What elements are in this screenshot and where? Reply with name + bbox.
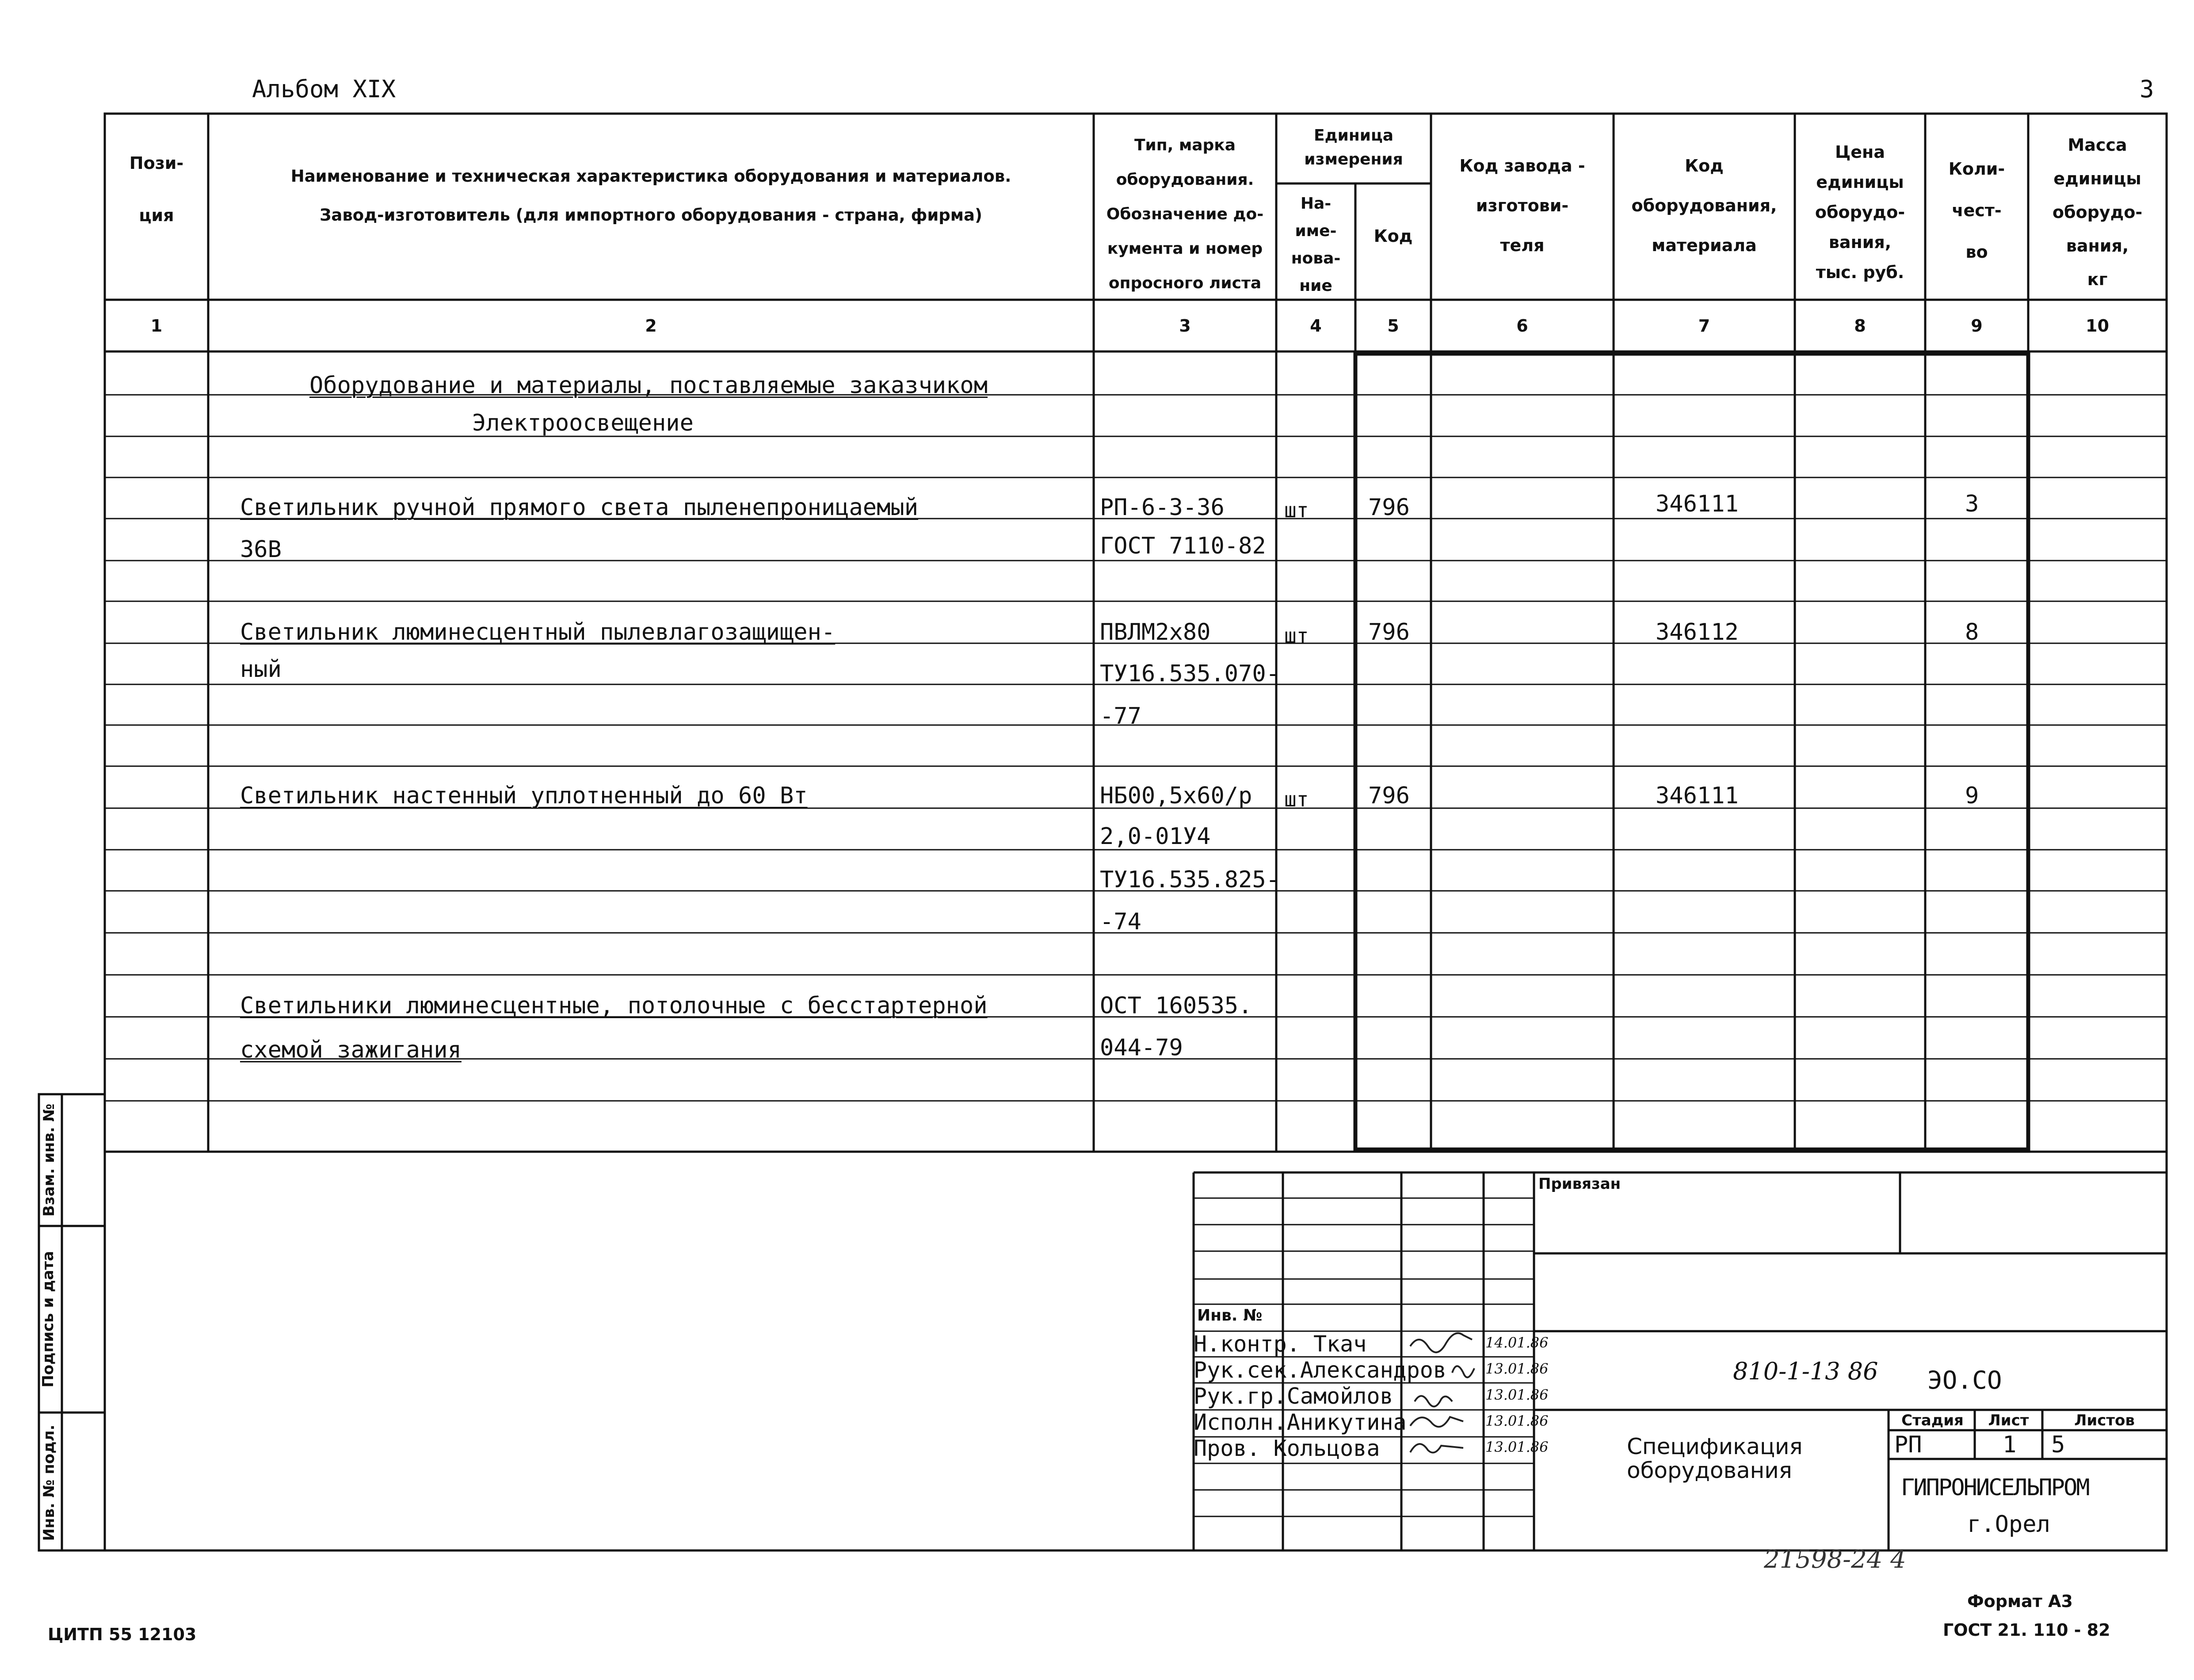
- item-type-line: ПВЛМ2х80: [1100, 619, 1211, 645]
- header-unit-code: Код: [1374, 226, 1413, 246]
- item-name-line: Светильники люминесцентные, потолочные с бесстартерной: [240, 993, 988, 1019]
- document-title: [1627, 1435, 1803, 1482]
- header-unit-line: измерения: [1304, 150, 1403, 168]
- signature-date: 13.01.86: [1485, 1413, 1549, 1429]
- item-unit: шт: [1284, 624, 1309, 648]
- item-qty: 3: [1965, 491, 1979, 517]
- sheets-label: Листов: [2074, 1412, 2135, 1429]
- item-type-line: 044-79: [1100, 1035, 1183, 1061]
- header-type-line: оборудования.: [1116, 171, 1254, 189]
- column-number: 3: [1179, 316, 1191, 336]
- item-name-line: ный: [240, 656, 282, 683]
- signature-person: Аникутина: [1286, 1409, 1407, 1435]
- organization-city: г.Орел: [1967, 1511, 2050, 1538]
- format-label: Формат А3: [1967, 1592, 2073, 1611]
- header-type-line: кумента и номер: [1107, 240, 1263, 258]
- column-number: 9: [1971, 316, 1983, 336]
- item-type-line: -77: [1100, 703, 1141, 729]
- document-title-line: Спецификация: [1627, 1434, 1803, 1459]
- print-code: ЦИТП 55 12103: [48, 1625, 197, 1644]
- document-mark: ЭО.СО: [1927, 1366, 2002, 1395]
- inv-no-label: Инв. №: [1197, 1306, 1263, 1325]
- header-unit-name-line: нова-: [1291, 249, 1341, 267]
- item-name-line: схемой зажигания: [240, 1037, 462, 1063]
- signature-role: Исполн.: [1194, 1409, 1287, 1435]
- signature-person: Александров: [1300, 1357, 1446, 1383]
- column-number: 2: [645, 316, 657, 336]
- header-name-line: Наименование и техническая характеристика оборудования и материалов.: [290, 167, 1011, 186]
- signature-role: Пров.: [1194, 1436, 1260, 1461]
- gost-label: ГОСТ 21. 110 - 82: [1943, 1620, 2110, 1640]
- signature-role: Н.контр.: [1194, 1331, 1300, 1357]
- header-unit-name-line: На-: [1300, 195, 1332, 213]
- signature-person: Самойлов: [1286, 1383, 1393, 1409]
- item-name-line: Светильник люминесцентный пылевлагозащищен-: [240, 619, 836, 645]
- header-qty-line: чест-: [1952, 201, 2002, 220]
- side-label-signature-date: Подпись и дата: [39, 1251, 57, 1388]
- signature-person: Ткач: [1313, 1331, 1367, 1357]
- signature-person: Кольцова: [1273, 1436, 1380, 1461]
- header-factory-code-line: Код завода -: [1459, 156, 1585, 176]
- header-type-line: Тип, марка: [1134, 136, 1236, 154]
- item-unit-code: 796: [1368, 783, 1410, 809]
- item-unit: шт: [1284, 498, 1309, 522]
- signature-role: Рук.гр.: [1194, 1383, 1287, 1409]
- header-equip-code-line: материала: [1652, 236, 1757, 255]
- signature-date: 14.01.86: [1485, 1334, 1549, 1351]
- signature-date: 13.01.86: [1485, 1439, 1549, 1455]
- stage-value: РП: [1894, 1432, 1922, 1458]
- item-unit: шт: [1284, 787, 1309, 811]
- header-mass-line: кг: [2087, 270, 2108, 289]
- column-number: 6: [1516, 316, 1528, 336]
- stage-label: Стадия: [1901, 1412, 1964, 1429]
- column-number: 1: [150, 316, 163, 336]
- header-type-line: Обозначение до-: [1106, 205, 1264, 223]
- item-type-line: ОСТ 160535.: [1100, 993, 1252, 1019]
- item-type-line: ТУ16.535.070-: [1100, 661, 1280, 687]
- item-type-line: ГОСТ 7110-82: [1100, 533, 1266, 559]
- item-type-line: -74: [1100, 909, 1141, 935]
- item-type-line: ТУ16.535.825-: [1100, 867, 1280, 893]
- header-name-line: Завод-изготовитель (для импортного оборудования - страна, фирма): [320, 206, 982, 225]
- header-equip-code-line: Код: [1685, 156, 1724, 176]
- item-name-line: Светильник настенный уплотненный до 60 Вт: [240, 783, 808, 809]
- item-type-line: 2,0-01У4: [1100, 823, 1211, 850]
- section-title: Оборудование и материалы, поставляемые заказчиком: [309, 372, 988, 399]
- item-name-line: Светильник ручной прямого света пыленепроницаемый: [240, 494, 919, 521]
- column-number: 5: [1387, 316, 1399, 336]
- section-subtitle: Электроосвещение: [472, 410, 694, 436]
- item-name-line: 36В: [240, 536, 282, 563]
- header-mass-line: вания,: [2066, 236, 2129, 256]
- organization-name: ГИПРОНИСЕЛЬПРОМ: [1901, 1474, 2089, 1501]
- column-number: 4: [1310, 316, 1322, 336]
- header-factory-code-line: изготови-: [1476, 196, 1569, 215]
- header-qty-line: Коли-: [1948, 159, 2005, 179]
- sheets-value: 5: [2051, 1432, 2065, 1458]
- archive-number: 21598-24 4: [1764, 1545, 1906, 1574]
- header-mass-line: Масса: [2068, 135, 2127, 155]
- column-number: 8: [1854, 316, 1866, 336]
- column-number: 7: [1698, 316, 1710, 336]
- item-qty: 8: [1965, 619, 1979, 645]
- item-equip-code: 346112: [1656, 619, 1739, 645]
- side-label-replaced-inv: Взам. инв. №: [40, 1103, 58, 1217]
- item-equip-code: 346111: [1656, 783, 1739, 809]
- header-type-line: опросного листа: [1108, 274, 1262, 292]
- signature-date: 13.01.86: [1485, 1360, 1549, 1377]
- document-code: 810-1-13 86: [1733, 1357, 1878, 1385]
- document-title-line: оборудования: [1627, 1458, 1792, 1483]
- header-price-line: вания,: [1828, 233, 1892, 252]
- side-label-original-inv: Инв. № подл.: [40, 1424, 58, 1541]
- header-unit-line: Единица: [1314, 126, 1393, 145]
- header-mass-line: единицы: [2053, 169, 2141, 188]
- sheet-value: 1: [2003, 1432, 2017, 1458]
- header-mass-line: оборудо-: [2052, 202, 2143, 222]
- header-unit-name-line: име-: [1295, 222, 1337, 240]
- item-unit-code: 796: [1368, 619, 1410, 645]
- item-unit-code: 796: [1368, 494, 1410, 521]
- item-equip-code: 346111: [1656, 491, 1739, 517]
- privyazan-label: Привязан: [1538, 1175, 1621, 1193]
- item-type-line: РП-6-3-36: [1100, 494, 1225, 521]
- header-qty-line: во: [1965, 242, 1988, 262]
- header-price-line: оборудо-: [1815, 202, 1905, 222]
- header-position-line: Пози-: [129, 153, 184, 173]
- header-factory-code-line: теля: [1500, 236, 1545, 255]
- signature-date: 13.01.86: [1485, 1386, 1549, 1403]
- header-price-line: тыс. руб.: [1816, 263, 1904, 282]
- header-price-line: Цена: [1835, 142, 1885, 162]
- item-type-line: НБ00,5х60/р: [1100, 783, 1252, 809]
- page-number: 3: [2140, 75, 2154, 103]
- signature-role: Рук.сек.: [1194, 1357, 1300, 1383]
- header-price-line: единицы: [1816, 172, 1904, 192]
- album-label: Альбом XIX: [252, 75, 396, 103]
- item-qty: 9: [1965, 783, 1979, 809]
- header-unit-name-line: ние: [1299, 277, 1332, 295]
- header-position-line: ция: [139, 206, 174, 225]
- sheet-label: Лист: [1988, 1412, 2029, 1429]
- column-number: 10: [2086, 316, 2109, 336]
- header-equip-code-line: оборудования,: [1631, 196, 1777, 215]
